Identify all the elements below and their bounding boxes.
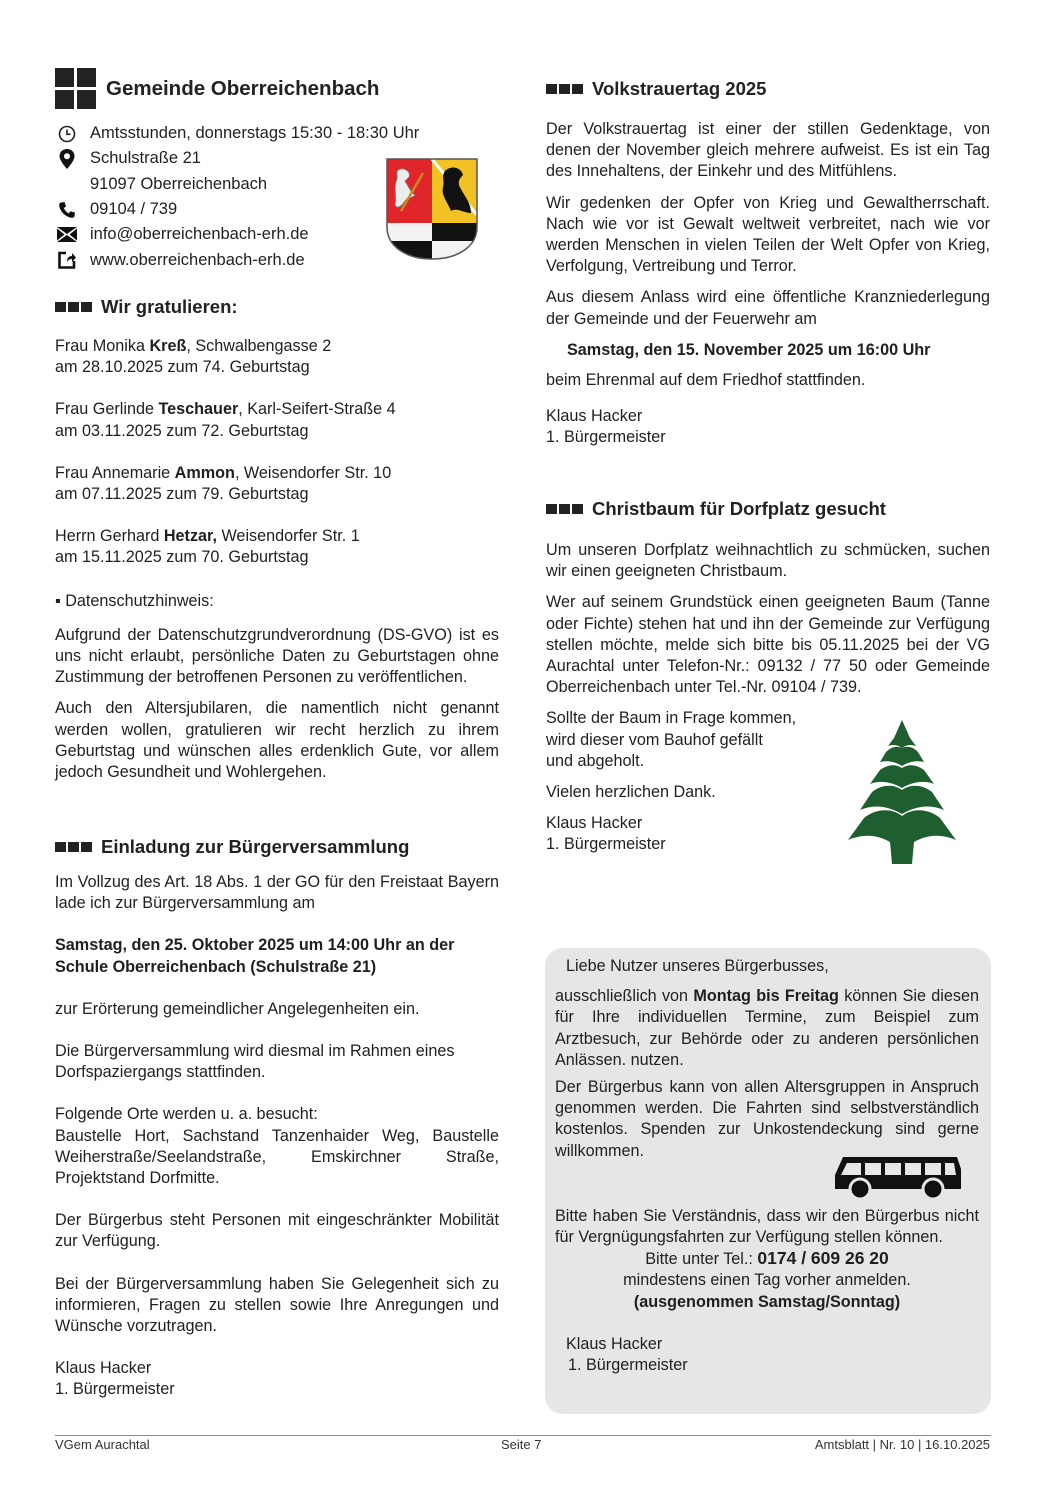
signature-title: 1. Bürgermeister — [568, 1356, 688, 1375]
bus-p2: Der Bürgerbus kann von allen Altersgruppen in Anspruch genommen werden. Die Fahrten sind selbstverständlich kostenlos. Spenden zur Unkostendeckung sind gerne willkommen. — [555, 1078, 979, 1160]
location-pin-icon — [55, 149, 79, 169]
gratulation-heading: Wir gratulieren: — [55, 296, 499, 318]
bus-advance: mindestens einen Tag vorher anmelden. — [623, 1271, 911, 1290]
bus-p1: ausschließlich von Montag bis Freitag können Sie diesen für Ihre individuellen Termine, zum Beispiel zum Arztbesuch, zur Behörde oder zu anderen persönlichen Anlässen. nutzen. — [555, 987, 979, 1069]
christbaum-p3: Sollte der Baum in Frage kommen, wird dieser vom Bauhof gefällt und abgeholt. — [546, 709, 797, 770]
volkstrauertag-p2: Wir gedenken der Opfer von Krieg und Gewaltherrschaft. Nach wie vor ist Gewalt weltweit verbreitet, nach wie vor werden Menschen in vielen Teilen der Welt Opfer von Krieg, Verfolgung, Vertreibung und Terror. — [546, 193, 990, 276]
heading-squares-icon — [55, 842, 92, 852]
buergerbus-box — [545, 948, 991, 1414]
contact-info — [55, 121, 419, 273]
footer-publisher: VGem Aurachtal — [55, 1437, 150, 1452]
heading-squares-icon — [546, 504, 583, 514]
places-label: Folgende Orte werden u. a. besucht: — [55, 1105, 318, 1124]
mail-icon — [55, 225, 79, 245]
birthday-list — [55, 336, 499, 569]
christbaum-p2: Wer auf seinem Grundstück einen geeigneten Baum (Tanne oder Fichte) stehen hat und ihn der Gemeinde zur Verfügung stellen möchte, melde sich bitte bis 05.11.2025 bei der VG Aurachtal unter Telefon-Nr.: 09132 / 77 50 oder Gemeinde Oberreichenbach unter Tel.-Nr. 09104 / 739. — [546, 593, 990, 697]
closing-text: Auch den Altersjubilaren, die namentlich nicht genannt werden wollen, gratulieren wir recht herzlich zu ihrem Geburtstag und wünschen alles erdenklich Gute, vor allem jedoch Gesundheit und Wohlergehen. — [55, 699, 499, 782]
gratulation-section — [55, 296, 499, 783]
bus-greeting: Liebe Nutzer unseres Bürgerbusses, — [566, 957, 829, 975]
purpose-text: zur Erörterung gemeindlicher Angelegenheiten ein. — [55, 999, 420, 1018]
bus-p3: Bitte haben Sie Verständnis, dass wir den Bürgerbus nicht für Vergnügungsfahrten zur Verfügung stellen können. — [555, 1206, 979, 1247]
format-text: Die Bürgerversammlung wird diesmal im Rahmen eines Dorfspaziergangs stattfinden. — [55, 1042, 455, 1082]
footer-issue: Amtsblatt | Nr. 10 | 16.10.2025 — [814, 1437, 990, 1452]
website-link[interactable]: www.oberreichenbach-erh.de — [90, 250, 305, 269]
heading-squares-icon — [546, 84, 583, 94]
municipality-header — [55, 68, 379, 109]
signature-title: 1. Bürgermeister — [546, 835, 666, 854]
christbaum-heading: Christbaum für Dorfplatz gesucht — [546, 498, 990, 520]
bus-note: Der Bürgerbus steht Personen mit eingeschränkter Mobilität zur Verfügung. — [55, 1211, 499, 1251]
bus-phone[interactable]: Bitte unter Tel.: 0174 / 609 26 20 — [645, 1248, 889, 1269]
volkstrauertag-p3: Aus diesem Anlass wird eine öffentliche Kranzniederlegung der Gemeinde und der Feuerwehr am — [546, 288, 990, 328]
bus-exception: (ausgenommen Samstag/Sonntag) — [633, 1292, 901, 1311]
signature-name: Klaus Hacker — [55, 1359, 152, 1378]
footer-divider — [55, 1435, 991, 1436]
volkstrauertag-section — [546, 78, 990, 449]
signature-name: Klaus Hacker — [546, 407, 643, 426]
municipality-title: Gemeinde Oberreichenbach — [106, 76, 380, 100]
buergerversammlung-section — [55, 836, 499, 1401]
volkstrauertag-date: Samstag, den 15. November 2025 um 16:00 Uhr — [567, 340, 931, 359]
birthday-entry: Herrn Gerhard Hetzar, Weisendorfer Str. 1 am 15.11.2025 zum 70. Geburtstag — [55, 527, 360, 567]
clock-icon — [55, 124, 79, 144]
privacy-text: Aufgrund der Datenschutzgrundverordnung (DS-GVO) ist es uns nicht erlaubt, persönliche Daten zu Geburtstagen ohne Zustimmung der betroffenen Personen zu veröffentlichen. — [55, 625, 499, 687]
birthday-entry: Frau Annemarie Ammon, Weisendorfer Str. 10 am 07.11.2025 zum 79. Geburtstag — [55, 463, 392, 504]
meeting-date: Samstag, den 25. Oktober 2025 um 14:00 Uhr an der Schule Oberreichenbach (Schulstraße 21) — [55, 936, 455, 976]
volkstrauertag-heading: Volkstrauertag 2025 — [546, 78, 990, 100]
address-street: Schulstraße 21 — [55, 146, 419, 171]
signature-name: Klaus Hacker — [566, 1334, 663, 1353]
bus-icon — [833, 1155, 963, 1201]
volkstrauertag-p4: beim Ehrenmal auf dem Friedhof stattfinden. — [546, 371, 866, 390]
buergerversammlung-heading: Einladung zur Bürgerversammlung — [55, 836, 499, 858]
signature-title: 1. Bürgermeister — [55, 1380, 175, 1399]
privacy-label: ▪ Datenschutzhinweis: — [55, 591, 214, 610]
volkstrauertag-p1: Der Volkstrauertag ist einer der stillen Gedenktage, von denen der November gleich mehrere aufweist. Es ist ein Tag des Innehaltens, der Einkehr und des Mitfühlens. — [546, 120, 990, 181]
email-link[interactable]: info@oberreichenbach-erh.de — [90, 225, 309, 244]
footer-page-number: Seite 7 — [501, 1437, 542, 1452]
phone-icon — [55, 200, 79, 220]
christmas-tree-icon — [846, 718, 958, 866]
website[interactable] — [55, 247, 419, 272]
office-hours: Amtsstunden, donnerstags 15:30 - 18:30 Uhr — [55, 121, 419, 146]
places-text: Baustelle Hort, Sachstand Tanzenhaider Weg, Baustelle Weiherstraße/Seelandstraße, Emskirchner Straße, Projektstand Dorfmitte. — [55, 1126, 499, 1188]
christbaum-thanks: Vielen herzlichen Dank. — [546, 783, 716, 802]
signature-name: Klaus Hacker — [546, 814, 643, 833]
phone-number[interactable]: 09104 / 739 — [90, 200, 178, 219]
heading-squares-icon — [55, 302, 92, 312]
phone[interactable] — [55, 197, 419, 222]
birthday-entry: Frau Monika Kreß, Schwalbengasse 2 am 28.10.2025 zum 74. Geburtstag — [55, 337, 332, 377]
coat-of-arms-icon — [385, 157, 479, 261]
intro-text: Im Vollzug des Art. 18 Abs. 1 der GO für den Freistaat Bayern lade ich zur Bürgerversammlung am — [55, 873, 499, 913]
address-city: 91097 Oberreichenbach — [90, 174, 268, 193]
opportunity-text: Bei der Bürgerversammlung haben Sie Gelegenheit sich zu informieren, Fragen zu stellen sowie Ihre Anregungen und Wünsche vorzutragen. — [55, 1274, 499, 1336]
external-link-icon — [55, 250, 79, 270]
signature-title: 1. Bürgermeister — [546, 428, 666, 447]
municipality-logo-icon — [55, 68, 96, 109]
email[interactable] — [55, 222, 419, 247]
christbaum-p1: Um unseren Dorfplatz weihnachtlich zu schmücken, suchen wir einen geeigneten Christbaum. — [546, 541, 990, 581]
birthday-entry: Frau Gerlinde Teschauer, Karl-Seifert-Straße 4 am 03.11.2025 zum 72. Geburtstag — [55, 400, 396, 440]
